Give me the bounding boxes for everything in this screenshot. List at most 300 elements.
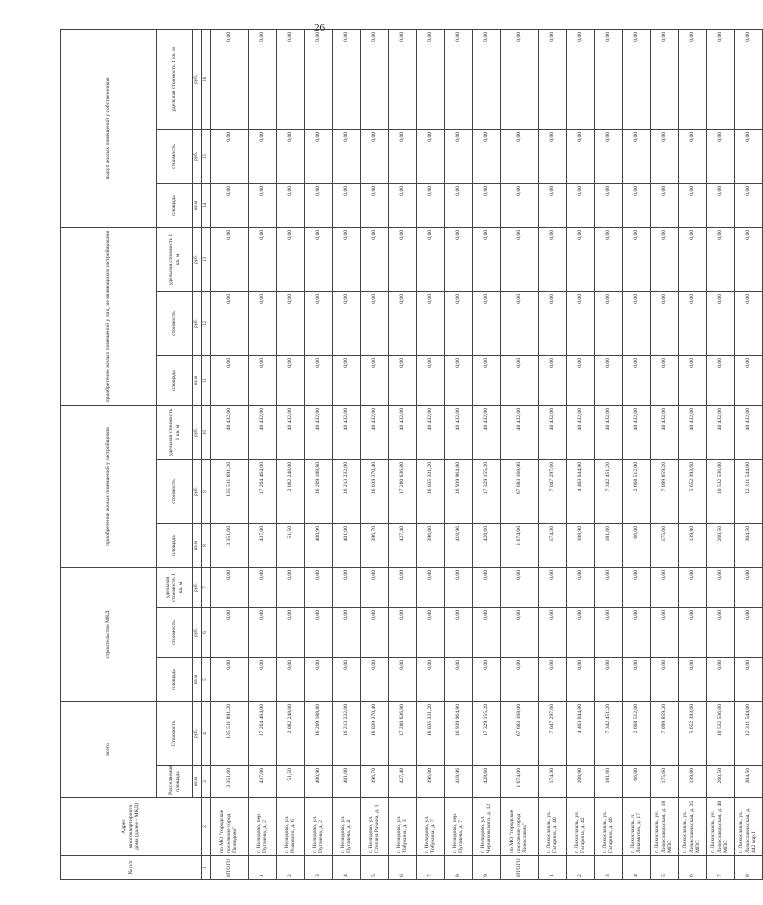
row-value: 0,00	[332, 227, 360, 291]
row-value: 0,00	[416, 183, 444, 227]
unit-cell: кв.м	[193, 657, 202, 701]
row-index: 8	[734, 856, 762, 880]
row-value: 0,00	[210, 291, 248, 355]
row-value: 135 511 891,20	[210, 459, 248, 523]
row-value: 0,00	[444, 183, 472, 227]
header-buyout-cost-1m: удельная стоимость 1 кв. м	[157, 29, 193, 129]
row-value: 51,50	[276, 766, 304, 798]
table-row	[304, 29, 332, 879]
row-value: 0,00	[416, 657, 444, 701]
row-value: 40 432,00	[472, 405, 500, 459]
header-total-cost: Стоимость	[157, 701, 193, 765]
row-value: 5 652 393,60	[678, 459, 706, 523]
row-address: г. Нелидово, ул. Пугачева, д. 2	[304, 798, 332, 856]
column-number: 6	[201, 607, 210, 657]
row-value: 427,40	[388, 523, 416, 567]
table-row	[678, 29, 706, 879]
row-value: 4 403 044,80	[566, 459, 594, 523]
row-value: 139,80	[678, 523, 706, 567]
unit-cell: руб.	[193, 129, 202, 183]
row-value: 0,00	[444, 567, 472, 607]
row-index: 5	[650, 856, 678, 880]
subtotal-row	[210, 29, 248, 879]
row-value: 0,00	[678, 29, 706, 129]
row-value: 0,00	[248, 29, 276, 129]
row-value: 0,00	[678, 227, 706, 291]
resettlement-table	[60, 29, 763, 880]
header-group-purchase-not-developers: приобретение жилых помещений у лиц, не являющихся застройщиками	[61, 227, 157, 405]
row-value: 0,00	[444, 607, 472, 657]
row-value: 16 035 331,20	[416, 459, 444, 523]
row-value: 0,00	[248, 355, 276, 405]
row-value: 0,00	[500, 29, 538, 129]
row-value: 40 432,00	[332, 405, 360, 459]
row-value: 0,00	[444, 657, 472, 701]
row-value: 0,00	[332, 291, 360, 355]
row-value: 0,00	[650, 129, 678, 183]
row-value: 0,00	[678, 355, 706, 405]
row-value: 0,00	[566, 657, 594, 701]
row-value: 0,00	[472, 567, 500, 607]
row-value: 17 280 636,80	[388, 701, 416, 765]
row-value: 0,00	[210, 29, 248, 129]
unit-cell: кв.м	[193, 766, 202, 798]
row-value: 4 403 044,80	[566, 701, 594, 765]
row-value: 0,00	[538, 291, 566, 355]
row-value: 0,00	[276, 29, 304, 129]
header-buyout-area: площадь	[157, 183, 193, 227]
row-address: г. Лихославль, ул. Гагарина, д. 46	[594, 798, 622, 856]
column-number: 5	[201, 657, 210, 701]
row-value: 16 039 370,40	[360, 701, 388, 765]
row-index: 8	[444, 856, 472, 880]
column-number: 8	[201, 523, 210, 567]
row-value: 0,00	[500, 129, 538, 183]
row-value: 0,00	[500, 291, 538, 355]
row-value: 0,00	[276, 183, 304, 227]
row-index: 7	[416, 856, 444, 880]
row-value: 40 432,00	[444, 405, 472, 459]
row-value: 0,00	[472, 129, 500, 183]
row-address: г. Нелидово, пер. Пугачева, д. 7	[444, 798, 472, 856]
row-value: 0,00	[734, 607, 762, 657]
row-value: 12 311 544,00	[734, 701, 762, 765]
row-value: 2 082 248,00	[276, 459, 304, 523]
row-value: 401,00	[332, 523, 360, 567]
row-value: 400,90	[304, 766, 332, 798]
row-value: 0,00	[388, 657, 416, 701]
row-value: 40 432,00	[500, 405, 538, 459]
column-number: 2	[201, 798, 210, 856]
row-value: 0,00	[416, 355, 444, 405]
row-value: 16 213 232,00	[332, 459, 360, 523]
row-value: 0,00	[360, 227, 388, 291]
row-value: 40 432,00	[276, 405, 304, 459]
row-value: 0,00	[472, 291, 500, 355]
row-value: 16 213 232,00	[332, 701, 360, 765]
row-value: 0,00	[538, 355, 566, 405]
row-value: 17 264 464,00	[248, 459, 276, 523]
row-index: 4	[622, 856, 650, 880]
row-value: 0,00	[734, 567, 762, 607]
row-value: 437,00	[248, 523, 276, 567]
row-index: 9	[472, 856, 500, 880]
row-value: 0,00	[594, 227, 622, 291]
row-value: 3 351,60	[210, 523, 248, 567]
table-row	[444, 29, 472, 879]
row-value: 0,00	[650, 291, 678, 355]
row-value: 0,00	[500, 657, 538, 701]
row-address: г. Нелидово, пер. Пугачева, д. 2	[248, 798, 276, 856]
header-address: Адрес многоквартирного дома (далее - МКД)	[61, 798, 202, 856]
row-value: 0,00	[210, 227, 248, 291]
row-value: 7 099 859,20	[650, 459, 678, 523]
header-row-no: № п/п	[61, 856, 202, 880]
column-number: 4	[201, 701, 210, 765]
row-value: 174,30	[538, 523, 566, 567]
row-value: 16 209 188,80	[304, 459, 332, 523]
row-value: 0,00	[622, 29, 650, 129]
row-value: 0,00	[706, 129, 734, 183]
row-value: 0,00	[706, 291, 734, 355]
row-value: 0,00	[566, 183, 594, 227]
column-number: 1	[201, 856, 210, 880]
row-value: 0,00	[210, 355, 248, 405]
row-value: 181,60	[594, 766, 622, 798]
column-number: 11	[201, 355, 210, 405]
row-address: г. Лихославль, ул. Лихославльская, д. 40 МПС	[706, 798, 734, 856]
row-value: 0,00	[304, 607, 332, 657]
row-value: 40 432,00	[210, 405, 248, 459]
row-value: 0,00	[444, 355, 472, 405]
row-value: 40 432,00	[566, 405, 594, 459]
row-value: 3 351,60	[210, 766, 248, 798]
row-value: 0,00	[210, 607, 248, 657]
row-address: г. Нелидово, ул. Степана Разина, д. 1	[360, 798, 388, 856]
row-value: 0,00	[248, 567, 276, 607]
row-value: 0,00	[210, 567, 248, 607]
row-value: 0,00	[500, 227, 538, 291]
row-value: 40 432,00	[360, 405, 388, 459]
row-value: 0,00	[650, 227, 678, 291]
row-value: 7 342 451,20	[594, 701, 622, 765]
row-value: 401,00	[332, 766, 360, 798]
row-index: 1	[538, 856, 566, 880]
row-value: 437,00	[248, 766, 276, 798]
row-address: г. Нелидово, ул. Пугачева, д. 4	[332, 798, 360, 856]
row-value: 0,00	[472, 355, 500, 405]
row-value: 0,00	[538, 227, 566, 291]
row-address: г. Лихославль, ул. Лихославльская, д. 35 МПС	[678, 798, 706, 856]
row-value: 0,00	[360, 657, 388, 701]
header-purchase-dev-cost-1m: удельная стоимость 1 кв. м	[157, 405, 193, 459]
unit-cell: руб.	[193, 567, 202, 607]
row-value: 0,00	[332, 657, 360, 701]
row-value: 10 532 536,00	[706, 701, 734, 765]
row-value: 0,00	[332, 183, 360, 227]
row-value: 0,00	[248, 657, 276, 701]
row-value: 0,00	[500, 183, 538, 227]
table-row	[276, 29, 304, 879]
header-group-construction: строительство МКД	[61, 567, 157, 701]
row-value: 0,00	[538, 29, 566, 129]
column-number-row	[201, 29, 210, 879]
row-value: 0,00	[734, 657, 762, 701]
header-group-total: всего	[61, 701, 157, 797]
row-value: 0,00	[678, 129, 706, 183]
row-value: 0,00	[388, 227, 416, 291]
row-value: 0,00	[304, 183, 332, 227]
row-value: 418,96	[444, 523, 472, 567]
row-value: 0,00	[332, 129, 360, 183]
row-value: 0,00	[276, 129, 304, 183]
row-value: 0,00	[472, 183, 500, 227]
table-row	[566, 29, 594, 879]
row-value: 181,60	[594, 523, 622, 567]
row-value: 40 432,00	[594, 405, 622, 459]
row-value: 175,60	[650, 766, 678, 798]
row-value: 17 329 155,20	[472, 459, 500, 523]
table-row	[388, 29, 416, 879]
table-row	[622, 29, 650, 879]
row-value: 0,00	[444, 227, 472, 291]
row-value: 0,00	[388, 129, 416, 183]
unit-cell: руб.	[193, 607, 202, 657]
row-value: 7 099 859,20	[650, 701, 678, 765]
row-value: 16 035 331,20	[416, 701, 444, 765]
row-value: 40 432,00	[734, 405, 762, 459]
row-index: 3	[304, 856, 332, 880]
header-purchase-nondev-area: площадь	[157, 355, 193, 405]
row-value: 0,00	[734, 227, 762, 291]
row-value: 0,00	[360, 129, 388, 183]
row-value: 66,00	[622, 523, 650, 567]
row-value: 0,00	[388, 183, 416, 227]
row-value: 0,00	[566, 291, 594, 355]
row-value: 0,00	[538, 657, 566, 701]
unit-cell: руб.	[193, 405, 202, 459]
row-address: г. Лихославль, ул. Гагарина, д. 42	[566, 798, 594, 856]
table-body	[210, 29, 762, 879]
row-value: 0,00	[622, 291, 650, 355]
row-value: 0,00	[650, 657, 678, 701]
row-index: 1	[248, 856, 276, 880]
row-value: 0,00	[706, 227, 734, 291]
row-value: 67 683 168,00	[500, 701, 538, 765]
row-value: 51,50	[276, 523, 304, 567]
row-value: 0,00	[276, 355, 304, 405]
row-value: 2 668 512,00	[622, 459, 650, 523]
header-buyout-cost: стоимость	[157, 129, 193, 183]
header-group-purchase-developers: приобретение жилых помещений у застройщиков	[61, 405, 157, 567]
row-value: 428,60	[472, 523, 500, 567]
row-value: 304,50	[734, 766, 762, 798]
row-value: 0,00	[360, 29, 388, 129]
row-value: 0,00	[594, 129, 622, 183]
row-value: 0,00	[594, 567, 622, 607]
row-value: 17 280 636,80	[388, 459, 416, 523]
row-value: 10 532 536,00	[706, 459, 734, 523]
subtotal-row	[500, 29, 538, 879]
row-value: 304,50	[734, 523, 762, 567]
row-value: 0,00	[650, 183, 678, 227]
row-value: 7 047 297,60	[538, 701, 566, 765]
page-number: 26	[314, 22, 325, 34]
row-index: 7	[706, 856, 734, 880]
row-value: 0,00	[706, 29, 734, 129]
row-value: 0,00	[276, 567, 304, 607]
row-value: 0,00	[706, 183, 734, 227]
row-value: 0,00	[276, 291, 304, 355]
row-value: 135 511 891,20	[210, 701, 248, 765]
header-group-buyout: выкуп жилых помещений у собственников	[61, 29, 157, 227]
row-value: 0,00	[416, 129, 444, 183]
row-value: 0,00	[388, 291, 416, 355]
row-value: 0,00	[622, 657, 650, 701]
header-purchase-nondev-cost: стоимость	[157, 291, 193, 355]
table-row	[360, 29, 388, 879]
row-value: 17 329 155,20	[472, 701, 500, 765]
row-value: 0,00	[304, 355, 332, 405]
row-value: 40 432,00	[416, 405, 444, 459]
row-address: г. Нелидово, ул. Тобукина, д. 7	[416, 798, 444, 856]
row-value: 0,00	[734, 29, 762, 129]
unit-cell: руб.	[193, 227, 202, 291]
row-value: 0,00	[650, 355, 678, 405]
row-value: 2 082 248,00	[276, 701, 304, 765]
row-value: 418,96	[444, 766, 472, 798]
row-value: 108,90	[566, 523, 594, 567]
row-value: 260,50	[706, 523, 734, 567]
unit-cell: кв.м	[193, 183, 202, 227]
row-value: 7 047 297,60	[538, 459, 566, 523]
row-value: 0,00	[472, 29, 500, 129]
row-value: 0,00	[622, 567, 650, 607]
row-value: 0,00	[500, 567, 538, 607]
header-purchase-dev-area: площадь	[157, 523, 193, 567]
row-value: 0,00	[248, 129, 276, 183]
row-value: 16 039 370,40	[360, 459, 388, 523]
row-value: 40 432,00	[650, 405, 678, 459]
row-value: 0,00	[594, 355, 622, 405]
row-value: 16 209 188,80	[304, 701, 332, 765]
row-value: 0,00	[416, 291, 444, 355]
header-purchase-dev-cost: стоимость	[157, 459, 193, 523]
row-value: 40 432,00	[706, 405, 734, 459]
row-index: 6	[388, 856, 416, 880]
row-value: 428,60	[472, 766, 500, 798]
row-value: 0,00	[304, 291, 332, 355]
row-index: 4	[332, 856, 360, 880]
column-number: 9	[201, 459, 210, 523]
row-value: 0,00	[734, 183, 762, 227]
row-value: 0,00	[594, 183, 622, 227]
row-value: 0,00	[388, 567, 416, 607]
row-value: 0,00	[360, 567, 388, 607]
row-value: 40 432,00	[248, 405, 276, 459]
row-value: 0,00	[360, 291, 388, 355]
row-address: по МО "городское поселение город Лихославль"	[500, 798, 538, 856]
rotated-table-sheet	[60, 30, 758, 880]
row-value: 40 432,00	[388, 405, 416, 459]
row-value: 40 432,00	[678, 405, 706, 459]
table-row	[650, 29, 678, 879]
row-value: 0,00	[332, 29, 360, 129]
row-value: 0,00	[650, 567, 678, 607]
row-value: 0,00	[500, 355, 538, 405]
row-value: 0,00	[444, 129, 472, 183]
row-value: 0,00	[444, 29, 472, 129]
row-index: ИТОГО	[500, 856, 538, 880]
row-value: 0,00	[388, 29, 416, 129]
row-value: 0,00	[650, 29, 678, 129]
row-value: 0,00	[566, 29, 594, 129]
row-value: 40 432,00	[304, 405, 332, 459]
table-row	[706, 29, 734, 879]
row-address: г. Лихославль, ул. Лихославльская, д. 18 МПС	[650, 798, 678, 856]
row-value: 0,00	[566, 129, 594, 183]
row-address: г. Лихославль, ул. Лихославльская, д. 442 кор.1	[734, 798, 762, 856]
row-value: 0,00	[248, 227, 276, 291]
row-value: 400,90	[304, 523, 332, 567]
row-value: 0,00	[360, 355, 388, 405]
column-number: 7	[201, 567, 210, 607]
row-value: 0,00	[500, 607, 538, 657]
row-index: 2	[276, 856, 304, 880]
row-value: 260,50	[706, 766, 734, 798]
row-value: 0,00	[472, 657, 500, 701]
column-number: 14	[201, 183, 210, 227]
row-value: 0,00	[538, 567, 566, 607]
table-row	[332, 29, 360, 879]
header-purchase-nondev-cost-1m: удельная стоимость 1 кв. м	[157, 227, 193, 291]
row-index: 2	[566, 856, 594, 880]
column-number: 12	[201, 291, 210, 355]
row-value: 16 939 964,80	[444, 459, 472, 523]
row-value: 0,00	[734, 291, 762, 355]
row-value: 396,70	[360, 766, 388, 798]
row-value: 7 342 451,20	[594, 459, 622, 523]
row-value: 0,00	[248, 607, 276, 657]
row-value: 0,00	[248, 183, 276, 227]
row-value: 139,80	[678, 766, 706, 798]
row-value: 0,00	[566, 567, 594, 607]
row-value: 0,00	[444, 291, 472, 355]
row-value: 0,00	[734, 129, 762, 183]
row-address: г. Лихославль, ул. Гагарина, д. 40	[538, 798, 566, 856]
row-value: 0,00	[678, 607, 706, 657]
row-index: 6	[678, 856, 706, 880]
row-value: 0,00	[678, 183, 706, 227]
table-row	[248, 29, 276, 879]
row-index: ИТОГО	[210, 856, 248, 880]
unit-cell: кв.м	[193, 355, 202, 405]
row-value: 0,00	[416, 29, 444, 129]
row-value: 16 939 964,80	[444, 701, 472, 765]
row-value: 0,00	[594, 29, 622, 129]
row-value: 396,00	[416, 766, 444, 798]
row-value: 0,00	[416, 567, 444, 607]
row-index: 3	[594, 856, 622, 880]
row-value: 0,00	[706, 567, 734, 607]
row-value: 427,40	[388, 766, 416, 798]
row-value: 0,00	[304, 227, 332, 291]
row-value: 0,00	[360, 607, 388, 657]
row-value: 0,00	[472, 227, 500, 291]
row-address: по МО "городское поселение город Пелюдово"	[210, 798, 248, 856]
row-value: 0,00	[248, 291, 276, 355]
table-row	[594, 29, 622, 879]
